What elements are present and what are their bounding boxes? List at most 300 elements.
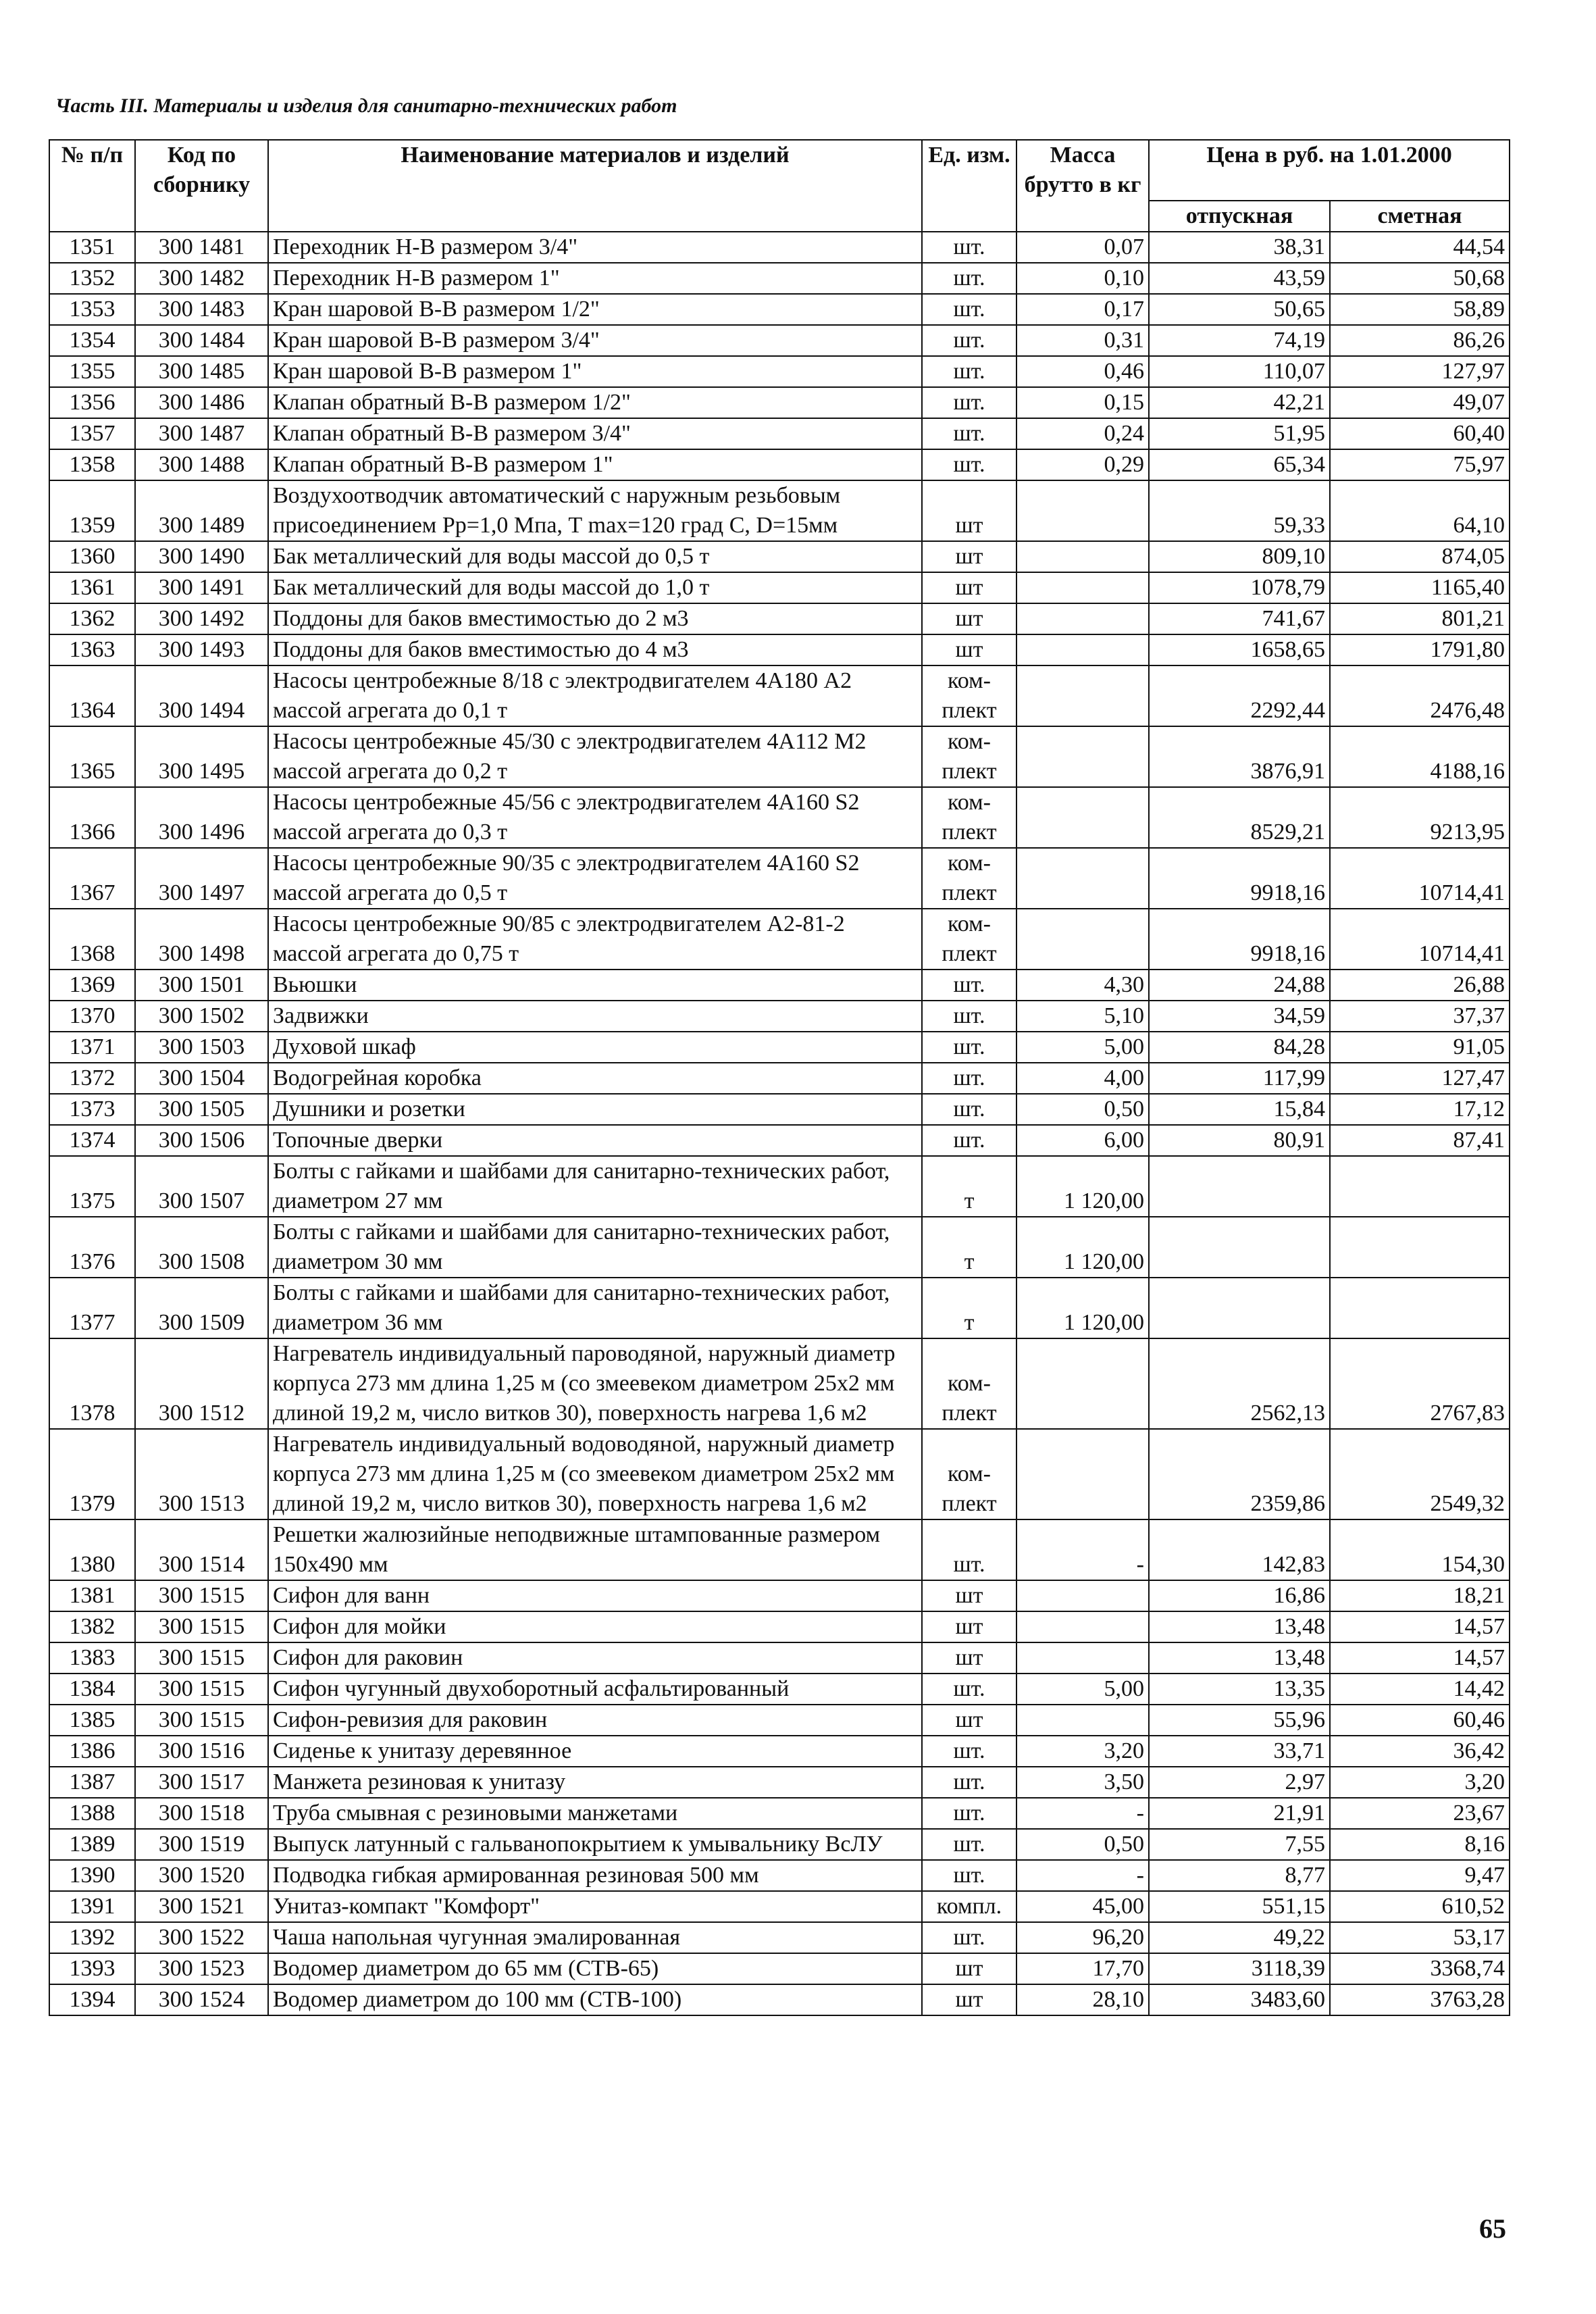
- row-mass: [1016, 909, 1149, 970]
- row-name: Сиденье к унитазу деревянное: [268, 1736, 922, 1767]
- row-price-estimate: 3763,28: [1330, 1984, 1510, 2015]
- row-price-release: 24,88: [1149, 970, 1330, 1001]
- row-unit: т: [922, 1217, 1016, 1278]
- row-price-release: 13,48: [1149, 1642, 1330, 1674]
- row-code: 300 1496: [135, 787, 268, 848]
- materials-table: [49, 139, 1510, 2016]
- row-name: Сифон для раковин: [268, 1642, 922, 1674]
- row-number: 1357: [49, 418, 135, 449]
- row-number: 1360: [49, 541, 135, 572]
- row-price-estimate: 18,21: [1330, 1580, 1510, 1611]
- row-code: 300 1515: [135, 1705, 268, 1736]
- row-number: 1390: [49, 1860, 135, 1891]
- row-unit: ком-плект: [922, 726, 1016, 787]
- table-row: [49, 1519, 1510, 1580]
- table-row: [49, 603, 1510, 634]
- row-mass: 1 120,00: [1016, 1156, 1149, 1217]
- row-price-estimate: [1330, 1278, 1510, 1338]
- row-name: Выпуск латунный с гальванопокрытием к умывальнику ВсЛУ: [268, 1829, 922, 1860]
- row-mass: [1016, 1642, 1149, 1674]
- row-unit: компл.: [922, 1891, 1016, 1922]
- table-row: [49, 1094, 1510, 1125]
- row-name: Топочные дверки: [268, 1125, 922, 1156]
- row-unit: шт.: [922, 356, 1016, 387]
- row-number: 1391: [49, 1891, 135, 1922]
- row-name: Сифон для мойки: [268, 1611, 922, 1642]
- row-price-release: 1658,65: [1149, 634, 1330, 665]
- row-code: 300 1507: [135, 1156, 268, 1217]
- row-name: Кран шаровой В-В размером 1": [268, 356, 922, 387]
- row-code: 300 1509: [135, 1278, 268, 1338]
- row-price-estimate: 154,30: [1330, 1519, 1510, 1580]
- row-unit: шт: [922, 634, 1016, 665]
- row-code: 300 1506: [135, 1125, 268, 1156]
- row-price-release: 13,48: [1149, 1611, 1330, 1642]
- row-price-release: 2292,44: [1149, 665, 1330, 726]
- page-header: Часть III. Материалы и изделия для санитарно-технических работ: [55, 95, 677, 117]
- row-code: 300 1519: [135, 1829, 268, 1860]
- row-unit: шт.: [922, 1032, 1016, 1063]
- row-price-release: 741,67: [1149, 603, 1330, 634]
- col-header-name: Наименование материалов и изделий: [268, 140, 922, 232]
- row-unit: т: [922, 1156, 1016, 1217]
- row-code: 300 1515: [135, 1611, 268, 1642]
- row-mass: 1 120,00: [1016, 1217, 1149, 1278]
- table-row: [49, 1953, 1510, 1984]
- table-row: [49, 726, 1510, 787]
- row-mass: [1016, 603, 1149, 634]
- row-mass: 4,00: [1016, 1063, 1149, 1094]
- row-code: 300 1523: [135, 1953, 268, 1984]
- table-row: [49, 1922, 1510, 1953]
- row-price-release: 15,84: [1149, 1094, 1330, 1125]
- row-code: 300 1489: [135, 480, 268, 541]
- row-code: 300 1524: [135, 1984, 268, 2015]
- table-row: [49, 294, 1510, 325]
- row-price-estimate: 610,52: [1330, 1891, 1510, 1922]
- row-number: 1369: [49, 970, 135, 1001]
- row-name: Клапан обратный В-В размером 1/2": [268, 387, 922, 418]
- col-header-mass: Масса брутто в кг: [1016, 140, 1149, 232]
- table-row: [49, 665, 1510, 726]
- row-unit: шт.: [922, 232, 1016, 263]
- row-code: 300 1515: [135, 1674, 268, 1705]
- row-name: Клапан обратный В-В размером 3/4": [268, 418, 922, 449]
- table-row: [49, 387, 1510, 418]
- row-price-estimate: 127,97: [1330, 356, 1510, 387]
- row-number: 1361: [49, 572, 135, 603]
- row-price-release: 38,31: [1149, 232, 1330, 263]
- row-price-release: 9918,16: [1149, 848, 1330, 909]
- row-mass: 3,20: [1016, 1736, 1149, 1767]
- row-mass: -: [1016, 1519, 1149, 1580]
- row-mass: [1016, 1429, 1149, 1519]
- row-mass: [1016, 1580, 1149, 1611]
- row-name: Сифон для ванн: [268, 1580, 922, 1611]
- row-unit: шт: [922, 1611, 1016, 1642]
- row-unit: шт.: [922, 1829, 1016, 1860]
- row-unit: ком-плект: [922, 665, 1016, 726]
- row-unit: шт.: [922, 1860, 1016, 1891]
- row-price-release: 117,99: [1149, 1063, 1330, 1094]
- row-number: 1370: [49, 1001, 135, 1032]
- table-row: [49, 909, 1510, 970]
- row-code: 300 1514: [135, 1519, 268, 1580]
- row-name: Клапан обратный В-В размером 1": [268, 449, 922, 480]
- row-code: 300 1490: [135, 541, 268, 572]
- row-price-release: 7,55: [1149, 1829, 1330, 1860]
- row-mass: 0,50: [1016, 1829, 1149, 1860]
- row-code: 300 1520: [135, 1860, 268, 1891]
- row-name: Насосы центробежные 90/35 с электродвигателем 4А160 S2 массой агрегата до 0,5 т: [268, 848, 922, 909]
- row-code: 300 1512: [135, 1338, 268, 1429]
- row-mass: 0,29: [1016, 449, 1149, 480]
- row-code: 300 1504: [135, 1063, 268, 1094]
- row-number: 1383: [49, 1642, 135, 1674]
- table-row: [49, 541, 1510, 572]
- row-code: 300 1495: [135, 726, 268, 787]
- row-price-release: [1149, 1217, 1330, 1278]
- row-mass: 0,50: [1016, 1094, 1149, 1125]
- row-name: Духовой шкаф: [268, 1032, 922, 1063]
- row-number: 1380: [49, 1519, 135, 1580]
- row-name: Задвижки: [268, 1001, 922, 1032]
- table-row: [49, 232, 1510, 263]
- row-code: 300 1494: [135, 665, 268, 726]
- table-row: [49, 1032, 1510, 1063]
- row-number: 1364: [49, 665, 135, 726]
- row-price-release: 8,77: [1149, 1860, 1330, 1891]
- row-price-estimate: 2767,83: [1330, 1338, 1510, 1429]
- row-name: Болты с гайками и шайбами для санитарно-технических работ, диаметром 30 мм: [268, 1217, 922, 1278]
- row-mass: [1016, 787, 1149, 848]
- row-mass: [1016, 1611, 1149, 1642]
- row-number: 1366: [49, 787, 135, 848]
- row-mass: 4,30: [1016, 970, 1149, 1001]
- row-price-estimate: 64,10: [1330, 480, 1510, 541]
- row-price-estimate: 60,40: [1330, 418, 1510, 449]
- row-code: 300 1503: [135, 1032, 268, 1063]
- row-unit: шт.: [922, 1125, 1016, 1156]
- row-mass: 17,70: [1016, 1953, 1149, 1984]
- row-number: 1392: [49, 1922, 135, 1953]
- row-price-estimate: 9213,95: [1330, 787, 1510, 848]
- row-number: 1358: [49, 449, 135, 480]
- row-unit: шт.: [922, 418, 1016, 449]
- row-code: 300 1521: [135, 1891, 268, 1922]
- row-price-estimate: 53,17: [1330, 1922, 1510, 1953]
- row-price-estimate: 10714,41: [1330, 848, 1510, 909]
- row-unit: шт: [922, 1580, 1016, 1611]
- row-price-estimate: 58,89: [1330, 294, 1510, 325]
- row-unit: т: [922, 1278, 1016, 1338]
- row-unit: ком-плект: [922, 1429, 1016, 1519]
- row-mass: 0,10: [1016, 263, 1149, 294]
- row-price-release: 2562,13: [1149, 1338, 1330, 1429]
- row-price-release: 55,96: [1149, 1705, 1330, 1736]
- col-header-price-estimate: сметная: [1330, 201, 1510, 232]
- row-code: 300 1485: [135, 356, 268, 387]
- table-row: [49, 1429, 1510, 1519]
- row-mass: 45,00: [1016, 1891, 1149, 1922]
- row-number: 1378: [49, 1338, 135, 1429]
- table-row: [49, 325, 1510, 356]
- table-row: [49, 787, 1510, 848]
- row-price-release: 142,83: [1149, 1519, 1330, 1580]
- row-code: 300 1493: [135, 634, 268, 665]
- row-price-estimate: 4188,16: [1330, 726, 1510, 787]
- row-price-estimate: [1330, 1156, 1510, 1217]
- row-name: Кран шаровой В-В размером 1/2": [268, 294, 922, 325]
- row-number: 1372: [49, 1063, 135, 1094]
- row-price-release: 1078,79: [1149, 572, 1330, 603]
- row-price-release: 80,91: [1149, 1125, 1330, 1156]
- row-unit: ком-плект: [922, 1338, 1016, 1429]
- row-number: 1384: [49, 1674, 135, 1705]
- row-code: 300 1516: [135, 1736, 268, 1767]
- row-unit: шт: [922, 480, 1016, 541]
- row-price-estimate: [1330, 1217, 1510, 1278]
- row-price-release: 16,86: [1149, 1580, 1330, 1611]
- row-number: 1385: [49, 1705, 135, 1736]
- row-code: 300 1501: [135, 970, 268, 1001]
- row-code: 300 1492: [135, 603, 268, 634]
- row-price-estimate: 801,21: [1330, 603, 1510, 634]
- row-number: 1373: [49, 1094, 135, 1125]
- row-name: Насосы центробежные 8/18 с электродвигателем 4А180 А2 массой агрегата до 0,1 т: [268, 665, 922, 726]
- table-row: [49, 1767, 1510, 1798]
- row-mass: [1016, 726, 1149, 787]
- row-unit: шт: [922, 1984, 1016, 2015]
- row-price-estimate: 874,05: [1330, 541, 1510, 572]
- row-mass: [1016, 1338, 1149, 1429]
- row-unit: шт.: [922, 1736, 1016, 1767]
- row-price-release: 59,33: [1149, 480, 1330, 541]
- row-name: Бак металлический для воды массой до 0,5 т: [268, 541, 922, 572]
- row-name: Переходник Н-В размером 3/4": [268, 232, 922, 263]
- row-price-estimate: 14,42: [1330, 1674, 1510, 1705]
- row-unit: шт.: [922, 294, 1016, 325]
- table-row: [49, 1611, 1510, 1642]
- row-price-release: 42,21: [1149, 387, 1330, 418]
- row-code: 300 1515: [135, 1642, 268, 1674]
- row-number: 1394: [49, 1984, 135, 2015]
- row-number: 1371: [49, 1032, 135, 1063]
- row-name: Нагреватель индивидуальный водоводяной, наружный диаметр корпуса 273 мм длина 1,25 м (со змеевеком диаметром 25х2 мм длиной 19,2 м, число витков 30), поверхность нагрева 1,6 м2: [268, 1429, 922, 1519]
- row-unit: шт.: [922, 1922, 1016, 1953]
- table-row: [49, 480, 1510, 541]
- row-mass: 3,50: [1016, 1767, 1149, 1798]
- row-code: 300 1515: [135, 1580, 268, 1611]
- row-number: 1356: [49, 387, 135, 418]
- row-mass: 0,31: [1016, 325, 1149, 356]
- row-number: 1362: [49, 603, 135, 634]
- row-price-release: 34,59: [1149, 1001, 1330, 1032]
- row-price-estimate: 1791,80: [1330, 634, 1510, 665]
- row-number: 1388: [49, 1798, 135, 1829]
- row-unit: шт: [922, 1705, 1016, 1736]
- row-unit: шт.: [922, 1519, 1016, 1580]
- row-code: 300 1522: [135, 1922, 268, 1953]
- table-row: [49, 1278, 1510, 1338]
- row-price-release: 49,22: [1149, 1922, 1330, 1953]
- row-name: Переходник Н-В размером 1": [268, 263, 922, 294]
- table-row: [49, 1001, 1510, 1032]
- row-mass: [1016, 1705, 1149, 1736]
- row-price-release: [1149, 1156, 1330, 1217]
- row-code: 300 1518: [135, 1798, 268, 1829]
- row-code: 300 1488: [135, 449, 268, 480]
- row-price-release: 74,19: [1149, 325, 1330, 356]
- row-name: Вьюшки: [268, 970, 922, 1001]
- row-number: 1386: [49, 1736, 135, 1767]
- row-name: Водогрейная коробка: [268, 1063, 922, 1094]
- row-unit: шт.: [922, 1001, 1016, 1032]
- table-row: [49, 1642, 1510, 1674]
- table-row: [49, 1156, 1510, 1217]
- row-price-release: 8529,21: [1149, 787, 1330, 848]
- row-price-estimate: 75,97: [1330, 449, 1510, 480]
- row-mass: 0,15: [1016, 387, 1149, 418]
- row-number: 1389: [49, 1829, 135, 1860]
- row-number: 1393: [49, 1953, 135, 1984]
- table-row: [49, 1705, 1510, 1736]
- table-row: [49, 634, 1510, 665]
- row-price-release: 50,65: [1149, 294, 1330, 325]
- row-mass: 1 120,00: [1016, 1278, 1149, 1338]
- col-header-code: Код по сборнику: [135, 140, 268, 232]
- row-mass: -: [1016, 1860, 1149, 1891]
- row-mass: 6,00: [1016, 1125, 1149, 1156]
- row-code: 300 1497: [135, 848, 268, 909]
- row-name: Труба смывная с резиновыми манжетами: [268, 1798, 922, 1829]
- row-name: Поддоны для баков вместимостью до 4 м3: [268, 634, 922, 665]
- table-row: [49, 449, 1510, 480]
- row-mass: 0,17: [1016, 294, 1149, 325]
- row-price-estimate: 36,42: [1330, 1736, 1510, 1767]
- row-mass: 28,10: [1016, 1984, 1149, 2015]
- row-mass: -: [1016, 1798, 1149, 1829]
- table-row: [49, 1736, 1510, 1767]
- row-price-estimate: 14,57: [1330, 1642, 1510, 1674]
- row-price-estimate: 17,12: [1330, 1094, 1510, 1125]
- row-mass: [1016, 634, 1149, 665]
- col-header-unit: Ед. изм.: [922, 140, 1016, 232]
- page-number: 65: [1479, 2213, 1506, 2244]
- row-price-estimate: 87,41: [1330, 1125, 1510, 1156]
- row-name: Сифон-ревизия для раковин: [268, 1705, 922, 1736]
- row-mass: [1016, 848, 1149, 909]
- row-number: 1363: [49, 634, 135, 665]
- row-mass: 5,00: [1016, 1674, 1149, 1705]
- row-name: Насосы центробежные 45/30 с электродвигателем 4А112 М2 массой агрегата до 0,2 т: [268, 726, 922, 787]
- row-mass: 96,20: [1016, 1922, 1149, 1953]
- table-row: [49, 1891, 1510, 1922]
- row-name: Сифон чугунный двухоборотный асфальтированный: [268, 1674, 922, 1705]
- row-name: Кран шаровой В-В размером 3/4": [268, 325, 922, 356]
- row-name: Подводка гибкая армированная резиновая 500 мм: [268, 1860, 922, 1891]
- row-price-release: [1149, 1278, 1330, 1338]
- table-row: [49, 356, 1510, 387]
- row-unit: шт.: [922, 970, 1016, 1001]
- row-price-release: 3876,91: [1149, 726, 1330, 787]
- row-price-estimate: 3368,74: [1330, 1953, 1510, 1984]
- row-unit: ком-плект: [922, 787, 1016, 848]
- row-name: Водомер диаметром до 65 мм (СТВ-65): [268, 1953, 922, 1984]
- row-number: 1368: [49, 909, 135, 970]
- row-price-estimate: 26,88: [1330, 970, 1510, 1001]
- row-name: Бак металлический для воды массой до 1,0 т: [268, 572, 922, 603]
- row-price-release: 110,07: [1149, 356, 1330, 387]
- row-name: Водомер диаметром до 100 мм (СТВ-100): [268, 1984, 922, 2015]
- row-number: 1355: [49, 356, 135, 387]
- row-unit: шт.: [922, 1094, 1016, 1125]
- row-number: 1376: [49, 1217, 135, 1278]
- row-name: Насосы центробежные 90/85 с электродвигателем А2-81-2 массой агрегата до 0,75 т: [268, 909, 922, 970]
- table-row: [49, 1125, 1510, 1156]
- row-code: 300 1508: [135, 1217, 268, 1278]
- table-row: [49, 1984, 1510, 2015]
- table-row: [49, 1674, 1510, 1705]
- row-number: 1387: [49, 1767, 135, 1798]
- row-unit: шт.: [922, 1798, 1016, 1829]
- table-row: [49, 848, 1510, 909]
- row-code: 300 1486: [135, 387, 268, 418]
- row-number: 1351: [49, 232, 135, 263]
- table-row: [49, 1829, 1510, 1860]
- table-row: [49, 1217, 1510, 1278]
- row-price-release: 3483,60: [1149, 1984, 1330, 2015]
- row-price-release: 551,15: [1149, 1891, 1330, 1922]
- row-unit: шт.: [922, 387, 1016, 418]
- row-price-release: 2359,86: [1149, 1429, 1330, 1519]
- row-price-release: 9918,16: [1149, 909, 1330, 970]
- row-code: 300 1482: [135, 263, 268, 294]
- row-name: Манжета резиновая к унитазу: [268, 1767, 922, 1798]
- row-number: 1377: [49, 1278, 135, 1338]
- row-price-estimate: 9,47: [1330, 1860, 1510, 1891]
- row-price-release: 2,97: [1149, 1767, 1330, 1798]
- row-price-estimate: 91,05: [1330, 1032, 1510, 1063]
- row-name: Решетки жалюзийные неподвижные штампованные размером 150х490 мм: [268, 1519, 922, 1580]
- row-unit: шт.: [922, 1674, 1016, 1705]
- row-price-release: 809,10: [1149, 541, 1330, 572]
- row-price-estimate: 60,46: [1330, 1705, 1510, 1736]
- row-price-estimate: 14,57: [1330, 1611, 1510, 1642]
- row-mass: [1016, 572, 1149, 603]
- row-price-estimate: 1165,40: [1330, 572, 1510, 603]
- table-row: [49, 1063, 1510, 1094]
- row-price-release: 21,91: [1149, 1798, 1330, 1829]
- row-price-release: 43,59: [1149, 263, 1330, 294]
- row-unit: шт.: [922, 1767, 1016, 1798]
- row-name: Поддоны для баков вместимостью до 2 м3: [268, 603, 922, 634]
- row-number: 1374: [49, 1125, 135, 1156]
- row-price-release: 65,34: [1149, 449, 1330, 480]
- table-row: [49, 1338, 1510, 1429]
- table-row: [49, 1860, 1510, 1891]
- row-price-release: 33,71: [1149, 1736, 1330, 1767]
- row-number: 1353: [49, 294, 135, 325]
- row-price-estimate: 44,54: [1330, 232, 1510, 263]
- row-code: 300 1487: [135, 418, 268, 449]
- row-number: 1352: [49, 263, 135, 294]
- row-unit: ком-плект: [922, 909, 1016, 970]
- table-row: [49, 418, 1510, 449]
- row-price-estimate: 3,20: [1330, 1767, 1510, 1798]
- row-number: 1379: [49, 1429, 135, 1519]
- row-code: 300 1484: [135, 325, 268, 356]
